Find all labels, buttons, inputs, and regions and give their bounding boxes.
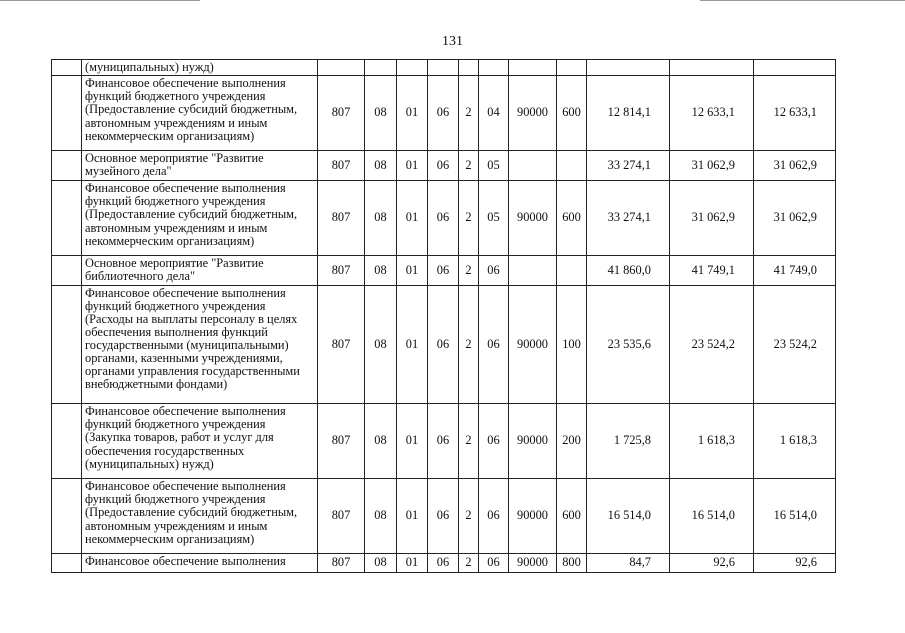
amount-year-1: 23 535,6 — [587, 285, 670, 403]
amount-year-1: 33 274,1 — [587, 180, 670, 255]
budget-table — [51, 59, 836, 573]
amount-year-3: 31 062,9 — [754, 150, 836, 180]
event-code: 06 — [479, 285, 509, 403]
subprogram-code: 2 — [459, 553, 479, 572]
subsection-code: 01 — [397, 180, 428, 255]
expense-type: 800 — [557, 553, 587, 572]
table-row — [52, 255, 836, 285]
program-code: 06 — [428, 180, 459, 255]
table-row — [52, 180, 836, 255]
admin-code: 807 — [318, 150, 365, 180]
expense-type — [557, 150, 587, 180]
subprogram-code: 2 — [459, 403, 479, 478]
direction-code: 90000 — [509, 478, 557, 553]
row-marker-cell — [52, 285, 82, 403]
direction-code — [509, 150, 557, 180]
budget-table-body — [52, 60, 836, 573]
subsection-code: 01 — [397, 553, 428, 572]
amount-year-1: 16 514,0 — [587, 478, 670, 553]
program-code: 06 — [428, 285, 459, 403]
amount-year-1 — [587, 60, 670, 76]
admin-code: 807 — [318, 255, 365, 285]
direction-code: 90000 — [509, 75, 557, 150]
section-code: 08 — [365, 553, 397, 572]
subprogram-code: 2 — [459, 285, 479, 403]
section-code: 08 — [365, 75, 397, 150]
scan-edge-right — [700, 0, 905, 1]
program-code — [428, 60, 459, 76]
expense-name: Финансовое обеспечение выполнения функций бюджетного учреждения (Предоставление субсидий бюджетным, автономным учреждениям и иным некоммерческим организациям) — [82, 478, 318, 553]
amount-year-1: 33 274,1 — [587, 150, 670, 180]
admin-code: 807 — [318, 553, 365, 572]
direction-code — [509, 255, 557, 285]
expense-name: Основное мероприятие "Развитие библиотечного дела" — [82, 255, 318, 285]
amount-year-2: 92,6 — [670, 553, 754, 572]
amount-year-3: 31 062,9 — [754, 180, 836, 255]
table-row — [52, 285, 836, 403]
expense-name: Финансовое обеспечение выполнения функций бюджетного учреждения (Расходы на выплаты персоналу в целях обеспечения выполнения функций государственными (муниципальными) органами, казенными учреждениями, органами управления государственными внебюджетными фондами) — [82, 285, 318, 403]
amount-year-3: 12 633,1 — [754, 75, 836, 150]
program-code: 06 — [428, 150, 459, 180]
page-number: 131 — [442, 34, 463, 49]
row-marker-cell — [52, 60, 82, 76]
amount-year-3: 1 618,3 — [754, 403, 836, 478]
admin-code: 807 — [318, 478, 365, 553]
table-row — [52, 478, 836, 553]
direction-code: 90000 — [509, 285, 557, 403]
amount-year-2: 23 524,2 — [670, 285, 754, 403]
row-marker-cell — [52, 403, 82, 478]
subsection-code — [397, 60, 428, 76]
amount-year-3 — [754, 60, 836, 76]
subsection-code: 01 — [397, 75, 428, 150]
table-row — [52, 150, 836, 180]
section-code — [365, 60, 397, 76]
amount-year-2: 12 633,1 — [670, 75, 754, 150]
direction-code: 90000 — [509, 403, 557, 478]
event-code: 06 — [479, 553, 509, 572]
amount-year-1: 41 860,0 — [587, 255, 670, 285]
admin-code: 807 — [318, 285, 365, 403]
amount-year-3: 16 514,0 — [754, 478, 836, 553]
expense-type — [557, 60, 587, 76]
amount-year-2: 41 749,1 — [670, 255, 754, 285]
admin-code — [318, 60, 365, 76]
expense-name: Финансовое обеспечение выполнения функций бюджетного учреждения (Предоставление субсидий бюджетным, автономным учреждениям и иным некоммерческим организациям) — [82, 180, 318, 255]
section-code: 08 — [365, 180, 397, 255]
event-code: 06 — [479, 478, 509, 553]
subprogram-code: 2 — [459, 180, 479, 255]
section-code: 08 — [365, 285, 397, 403]
subprogram-code: 2 — [459, 150, 479, 180]
direction-code — [509, 60, 557, 76]
row-marker-cell — [52, 255, 82, 285]
subprogram-code — [459, 60, 479, 76]
table-row — [52, 553, 836, 572]
amount-year-2: 1 618,3 — [670, 403, 754, 478]
table-row — [52, 75, 836, 150]
subsection-code: 01 — [397, 403, 428, 478]
direction-code: 90000 — [509, 180, 557, 255]
program-code: 06 — [428, 75, 459, 150]
amount-year-2: 31 062,9 — [670, 150, 754, 180]
event-code: 05 — [479, 150, 509, 180]
event-code: 04 — [479, 75, 509, 150]
program-code: 06 — [428, 478, 459, 553]
amount-year-3: 41 749,0 — [754, 255, 836, 285]
expense-type: 200 — [557, 403, 587, 478]
expense-type — [557, 255, 587, 285]
expense-name: Финансовое обеспечение выполнения — [82, 553, 318, 572]
amount-year-1: 1 725,8 — [587, 403, 670, 478]
program-code: 06 — [428, 553, 459, 572]
direction-code: 90000 — [509, 553, 557, 572]
admin-code: 807 — [318, 75, 365, 150]
table-row — [52, 60, 836, 76]
amount-year-2 — [670, 60, 754, 76]
expense-name: Основное мероприятие "Развитие музейного дела" — [82, 150, 318, 180]
amount-year-1: 84,7 — [587, 553, 670, 572]
subprogram-code: 2 — [459, 75, 479, 150]
event-code: 06 — [479, 403, 509, 478]
row-marker-cell — [52, 75, 82, 150]
amount-year-2: 16 514,0 — [670, 478, 754, 553]
subsection-code: 01 — [397, 285, 428, 403]
admin-code: 807 — [318, 403, 365, 478]
expense-type: 600 — [557, 478, 587, 553]
expense-type: 100 — [557, 285, 587, 403]
scan-edge-left — [0, 0, 200, 1]
section-code: 08 — [365, 150, 397, 180]
table-row — [52, 403, 836, 478]
row-marker-cell — [52, 150, 82, 180]
expense-type: 600 — [557, 75, 587, 150]
expense-name: (муниципальных) нужд) — [82, 60, 318, 76]
expense-name: Финансовое обеспечение выполнения функций бюджетного учреждения (Предоставление субсидий бюджетным, автономным учреждениям и иным некоммерческим организациям) — [82, 75, 318, 150]
row-marker-cell — [52, 553, 82, 572]
subprogram-code: 2 — [459, 255, 479, 285]
subprogram-code: 2 — [459, 478, 479, 553]
section-code: 08 — [365, 255, 397, 285]
subsection-code: 01 — [397, 255, 428, 285]
event-code: 06 — [479, 255, 509, 285]
amount-year-1: 12 814,1 — [587, 75, 670, 150]
subsection-code: 01 — [397, 478, 428, 553]
program-code: 06 — [428, 403, 459, 478]
row-marker-cell — [52, 478, 82, 553]
expense-name: Финансовое обеспечение выполнения функций бюджетного учреждения (Закупка товаров, работ и услуг для обеспечения государственных (муниципальных) нужд) — [82, 403, 318, 478]
admin-code: 807 — [318, 180, 365, 255]
section-code: 08 — [365, 478, 397, 553]
amount-year-3: 23 524,2 — [754, 285, 836, 403]
amount-year-2: 31 062,9 — [670, 180, 754, 255]
row-marker-cell — [52, 180, 82, 255]
section-code: 08 — [365, 403, 397, 478]
program-code: 06 — [428, 255, 459, 285]
event-code: 05 — [479, 180, 509, 255]
subsection-code: 01 — [397, 150, 428, 180]
expense-type: 600 — [557, 180, 587, 255]
event-code — [479, 60, 509, 76]
amount-year-3: 92,6 — [754, 553, 836, 572]
